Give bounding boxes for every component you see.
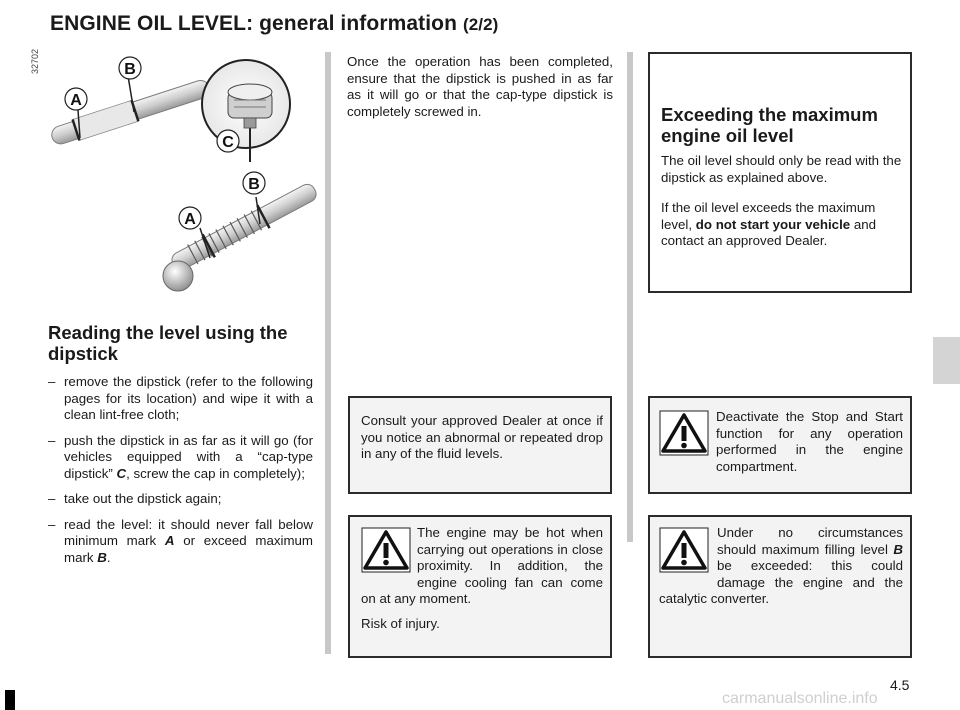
mark-c: C [116,465,127,481]
page-title [50,12,498,36]
reading-heading: Reading the level using the dipstick [48,322,288,364]
warning-icon [659,410,709,456]
page-number: 4.5 [890,677,910,693]
stop-start-text: Deactivate the Stop and Start function for any operation performed in the engine compartment. [716,409,903,474]
label-a-lower [179,207,201,229]
dealer-note-text: Consult your approved Dealer at once if you notice an abnormal or repeated drop in any of the fluid levels. [361,413,603,461]
risk-of-injury: Risk of injury. [361,615,440,631]
upper-dipstick [49,76,213,148]
label-c-text: C [222,134,234,151]
cap-dipstick-inset [202,60,290,162]
filling-warning-box [648,515,912,658]
column-divider-right [627,52,633,542]
operation-note: Once the operation has been completed, ensure that the dipstick is pushed in as far as it will go or that the cap-type dipstick is completely screwed in. [347,54,613,119]
page-title-main: ENGINE OIL LEVEL: general information [50,12,458,35]
list-item: – take out the dipstick again; [48,491,222,506]
label-b-upper [119,57,141,79]
hot-engine-text: The engine may be hot when carrying out operations in close proximity. In addition, the engine cooling fan can come on at any moment. Risk of injury. [361,525,603,631]
watermark: carmanualsonline.info [722,690,878,707]
list-item: – read the level: it should never fall below minimum mark A or exceed maximum mark B. [48,516,314,565]
exceeding-p2: If the oil level exceeds the maximum level, do not start your vehicle and contact an approved Dealer. [661,200,877,248]
exceeding-p1: The oil level should only be read with the dipstick as explained above. [661,153,902,185]
figure-code: 32702 [30,48,40,74]
list-item: – push the dipstick in as far as it will go (for vehicles equipped with a “cap-type dipstick” C, screw the cap in completely); [48,432,313,481]
reading-steps [48,374,313,575]
corner-mark [5,690,15,710]
label-a-upper [65,88,87,110]
label-a-text: A [70,92,82,109]
filling-text: Under no circumstances should maximum filling level B be exceeded: this could damage the engine and the catalytic converter. [659,525,903,606]
mark-b: B [97,549,107,565]
stop-start-warning-box [648,396,912,494]
label-b-lower [243,172,265,194]
column-divider-left [325,52,331,654]
section-tab [933,337,960,384]
label-a-text: A [184,211,196,228]
list-item: – remove the dipstick (refer to the following pages for its location) and wipe it with a clean lint-free cloth; [48,374,313,422]
label-b-text: B [248,176,260,193]
label-c [217,130,239,152]
label-b-text: B [124,61,136,78]
hot-engine-warning-box [348,515,612,658]
dealer-note-box [348,396,612,494]
mark-a: A [164,533,175,548]
exceeding-heading: Exceeding the maximum engine oil level [661,104,878,146]
exceeding-box [648,52,912,293]
page-title-suffix: (2/2) [462,15,499,34]
dipstick-illustration [38,52,318,297]
